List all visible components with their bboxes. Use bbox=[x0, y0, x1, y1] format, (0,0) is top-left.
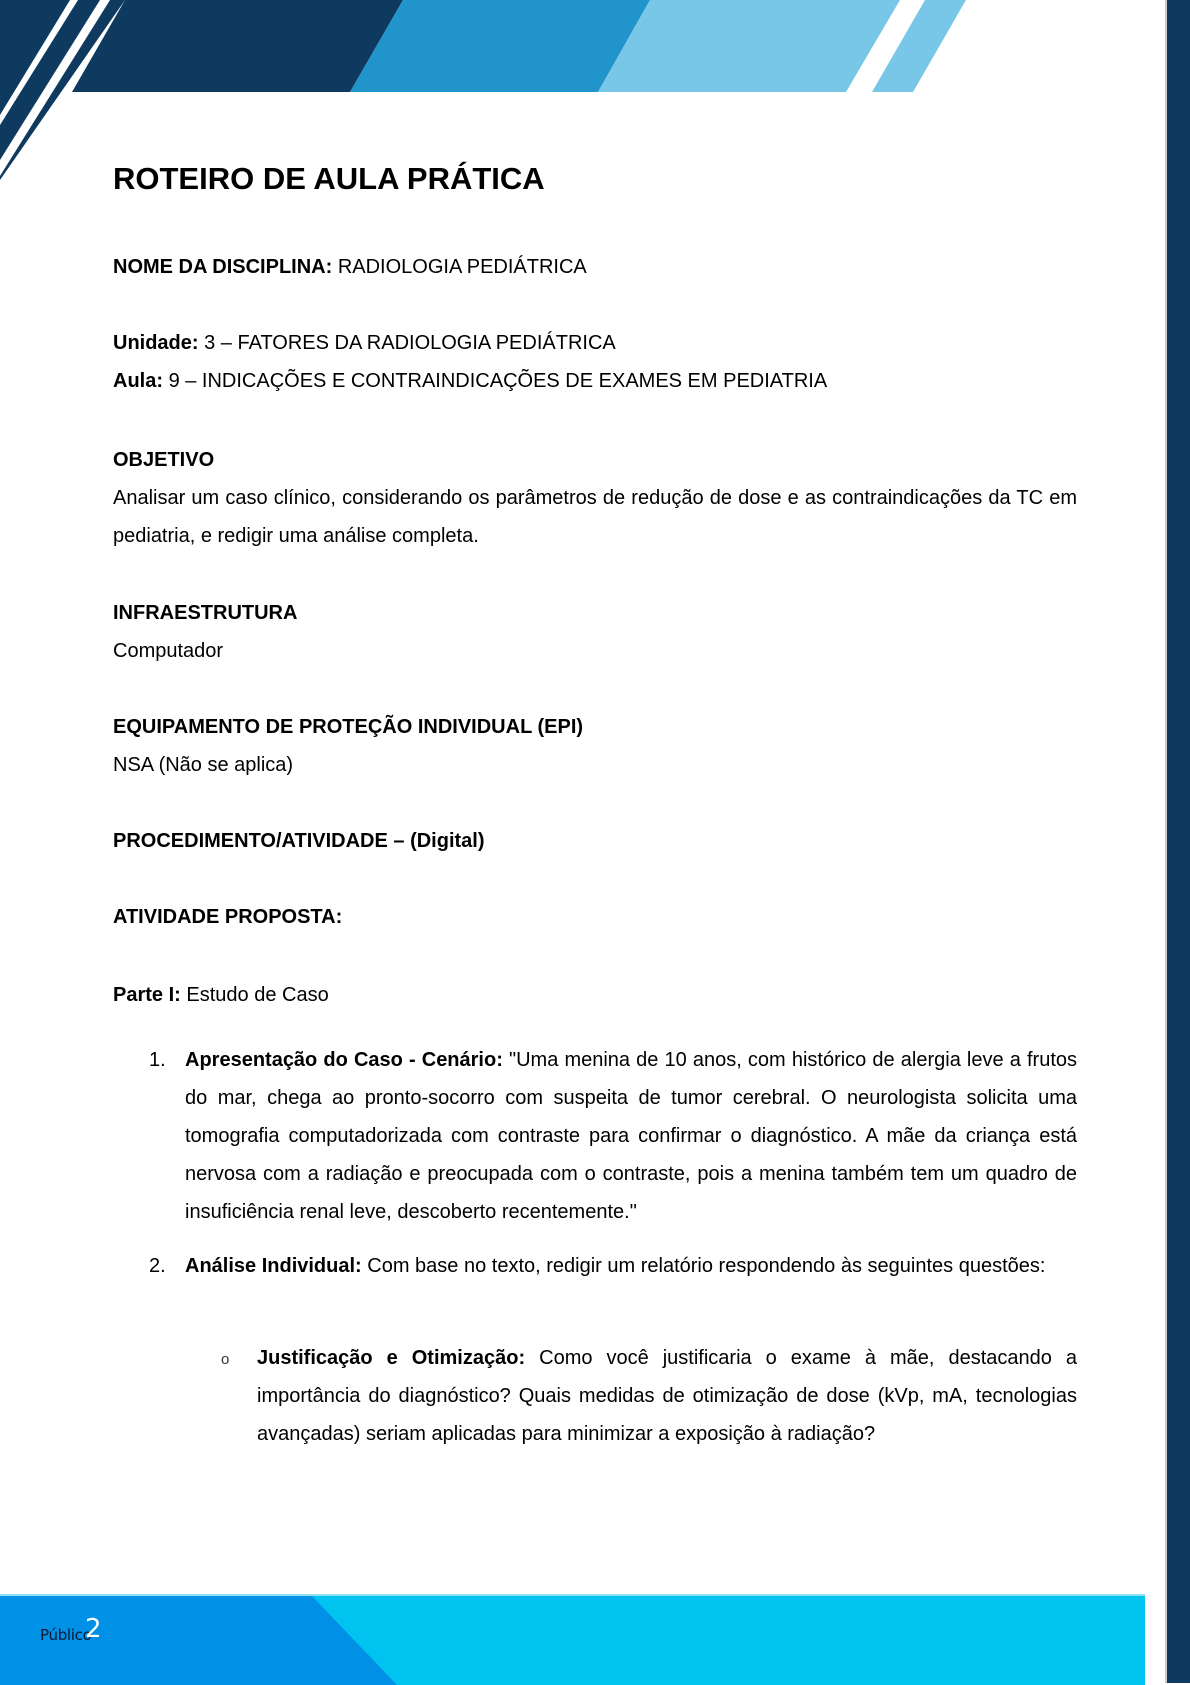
sub-list-item-label: Justificação e Otimização: bbox=[257, 1347, 526, 1369]
epi-heading: EQUIPAMENTO DE PROTEÇÃO INDIVIDUAL (EPI) bbox=[113, 716, 584, 738]
objective-text: Analisar um caso clínico, considerando os parâmetros de redução de dose e as contraindicações da TC em pediatria, e redigir uma análise completa. bbox=[113, 487, 1077, 547]
right-edge-stripe bbox=[1165, 0, 1190, 1683]
page-footer bbox=[0, 1594, 1145, 1685]
objective-heading: OBJETIVO bbox=[113, 449, 215, 471]
header-navy-band bbox=[72, 0, 403, 92]
infrastructure-text: Computador bbox=[113, 640, 224, 662]
lesson-label: Aula: bbox=[113, 370, 163, 392]
unit-value: 3 – FATORES DA RADIOLOGIA PEDIÁTRICA bbox=[204, 332, 616, 354]
list-item-body: Com base no texto, redigir um relatório respondendo às seguintes questões: bbox=[367, 1255, 1046, 1277]
proposed-activity-heading: ATIVIDADE PROPOSTA: bbox=[113, 906, 343, 928]
hollow-bullet-icon: o bbox=[221, 1351, 230, 1368]
unit-line bbox=[113, 332, 616, 355]
lesson-line bbox=[113, 370, 827, 393]
discipline-label: NOME DA DISCIPLINA: bbox=[113, 256, 333, 278]
infrastructure-heading: INFRAESTRUTURA bbox=[113, 602, 298, 624]
header-decoration bbox=[0, 0, 1000, 180]
sub-list-item-body: Como você justificaria o exame à mãe, destacando a importância do diagnóstico? Quais medidas de otimização de dose (kVp, mA, tecnologias avançadas) seriam aplicadas para minimizar a exposição à radiação? bbox=[257, 1347, 1077, 1445]
unit-label: Unidade: bbox=[113, 332, 199, 354]
list-item-text bbox=[185, 1041, 1077, 1231]
page-title: ROTEIRO DE AULA PRÁTICA bbox=[113, 161, 545, 196]
list-marker: 2. bbox=[149, 1255, 166, 1277]
lesson-value: 9 – INDICAÇÕES E CONTRAINDICAÇÕES DE EXAMES EM PEDIATRIA bbox=[168, 370, 828, 392]
list-item-label: Apresentação do Caso - Cenário: bbox=[185, 1049, 503, 1071]
discipline-line bbox=[113, 256, 587, 279]
list-item-body: "Uma menina de 10 anos, com histórico de alergia leve a frutos do mar, chega ao pronto-socorro com suspeita de tumor cerebral. O neurologista solicita uma tomografia computadorizada com contraste para confirmar o diagnóstico. A mãe da criança está nervosa com a radiação e preocupada com o contraste, pois a menina também tem um quadro de insuficiência renal leve, descoberto recentemente." bbox=[185, 1049, 1078, 1223]
header-light-blue-band bbox=[598, 0, 900, 92]
discipline-value: RADIOLOGIA PEDIÁTRICA bbox=[337, 256, 587, 278]
list-item-text bbox=[185, 1247, 1077, 1285]
procedure-heading: PROCEDIMENTO/ATIVIDADE – (Digital) bbox=[113, 830, 485, 852]
page-number: 2 bbox=[85, 1614, 102, 1644]
part-value: Estudo de Caso bbox=[186, 984, 329, 1006]
epi-text: NSA (Não se aplica) bbox=[113, 754, 294, 776]
part-line bbox=[113, 984, 329, 1007]
sub-list-item-text bbox=[257, 1339, 1077, 1453]
list-item-label: Análise Individual: bbox=[185, 1255, 362, 1277]
part-label: Parte I: bbox=[113, 984, 181, 1006]
classification-label: Público bbox=[40, 1626, 92, 1644]
list-marker: 1. bbox=[149, 1049, 166, 1071]
